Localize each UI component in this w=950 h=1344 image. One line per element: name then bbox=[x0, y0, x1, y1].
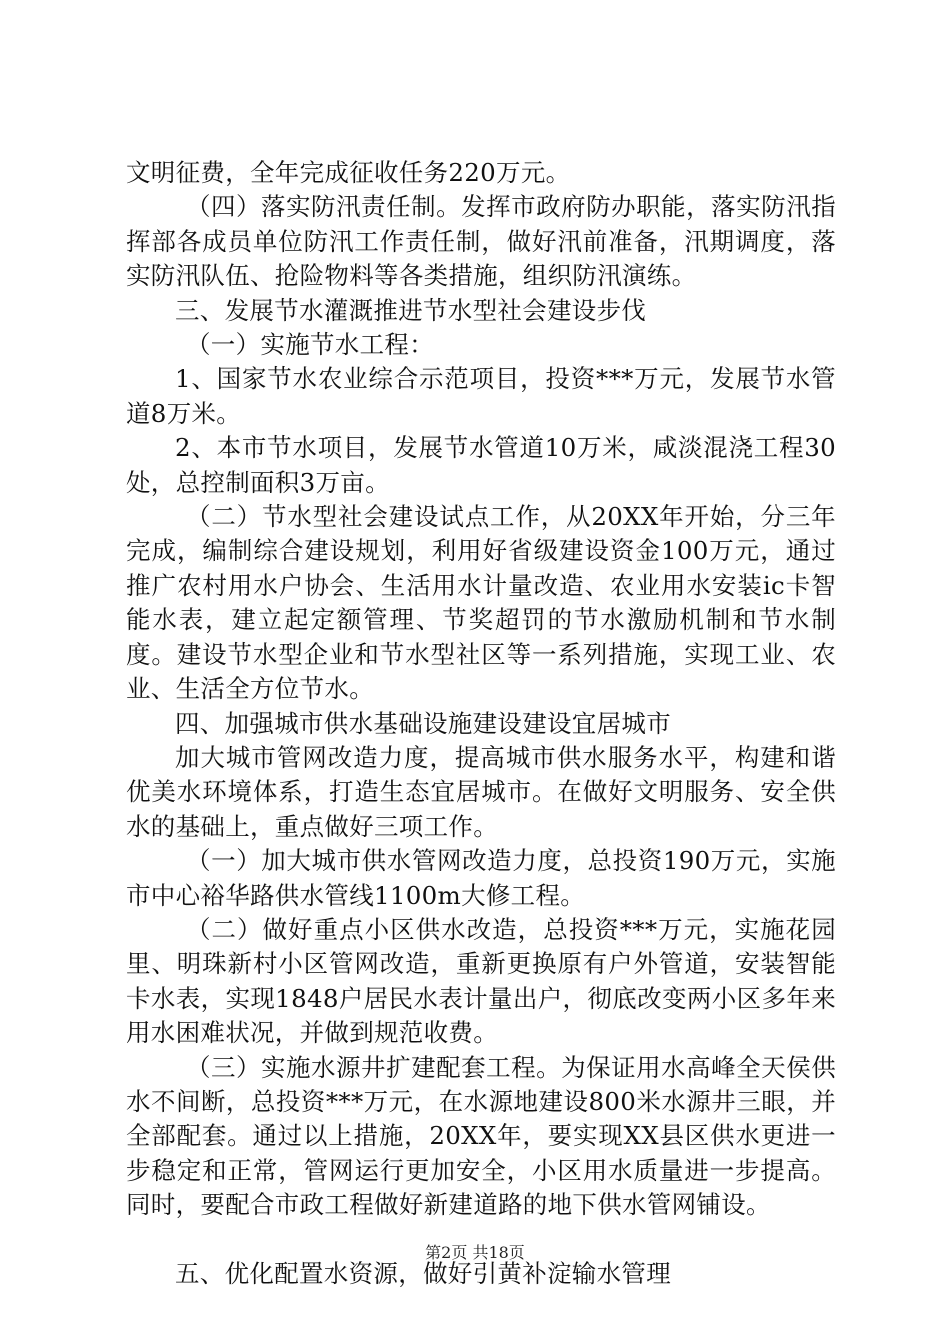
heading-section-five: 五、优化配置水资源，做好引黄补淀输水管理 bbox=[175, 1258, 671, 1288]
paragraph-national-project: 1、国家节水农业综合示范项目，投资***万元，发展节水管道8万米。 bbox=[126, 364, 836, 428]
subheading-water-saving-projects: （一）实施节水工程： bbox=[186, 330, 434, 360]
heading-section-three: 三、发展节水灌溉推进节水型社会建设步伐 bbox=[175, 295, 647, 325]
paragraph-well-expansion: （三）实施水源井扩建配套工程。为保证用水高峰全天侯供水不间断，总投资***万元，在水源地建设800米水源井三眼，并全部配套。通过以上措施，20XX年，要实现XX县区供水更进一步稳定和正常，管网运行更加安全，小区用水质量进一步提高。同时，要配合市政工程做好新建道路的地下供水管网铺设。 bbox=[126, 1052, 836, 1220]
paragraph-community-supply: （二）做好重点小区供水改造，总投资***万元，实施花园里、明珠新村小区管网改造，重新更换原有户外管道，安装智能卡水表，实现1848户居民水表计量出户，彻底改变两小区多年来用水困难状况，并做到规范收费。 bbox=[126, 914, 836, 1048]
paragraph-city-project: 2、本市节水项目，发展节水管道10万米，咸淡混浇工程30处，总控制面积3万亩。 bbox=[126, 433, 836, 497]
heading-section-four: 四、加强城市供水基础设施建设建设宜居城市 bbox=[175, 708, 671, 738]
paragraph-fee-continuation: 文明征费，全年完成征收任务220万元。 bbox=[126, 158, 571, 187]
paragraph-water-saving-society: （二）节水型社会建设试点工作，从20XX年开始，分三年完成，编制综合建设规划，利用好省级建设资金100万元，通过推广农村用水户协会、生活用水计量改造、农业用水安装ic卡智能水表，建立起定额管理、节奖超罚的节水激励机制和节水制度。建设节水型企业和节水型社区等一系列措施，实现工业、农业、生活全方位节水。 bbox=[126, 502, 836, 704]
document-body bbox=[126, 156, 836, 1291]
page-footer: 第2页 共18页 bbox=[425, 1243, 525, 1262]
paragraph-urban-network: 加大城市管网改造力度，提高城市供水服务水平，构建和谐优美水环境体系，打造生态宜居城市。在做好文明服务、安全供水的基础上，重点做好三项工作。 bbox=[126, 742, 836, 841]
paragraph-pipeline-renovation: （一）加大城市供水管网改造力度，总投资190万元，实施市中心裕华路供水管线1100m大修工程。 bbox=[126, 846, 836, 910]
paragraph-flood-responsibility: （四）落实防汛责任制。发挥市政府防办职能，落实防汛指挥部各成员单位防汛工作责任制，做好汛前准备，汛期调度，落实防汛队伍、抢险物料等各类措施，组织防汛演练。 bbox=[126, 192, 836, 291]
